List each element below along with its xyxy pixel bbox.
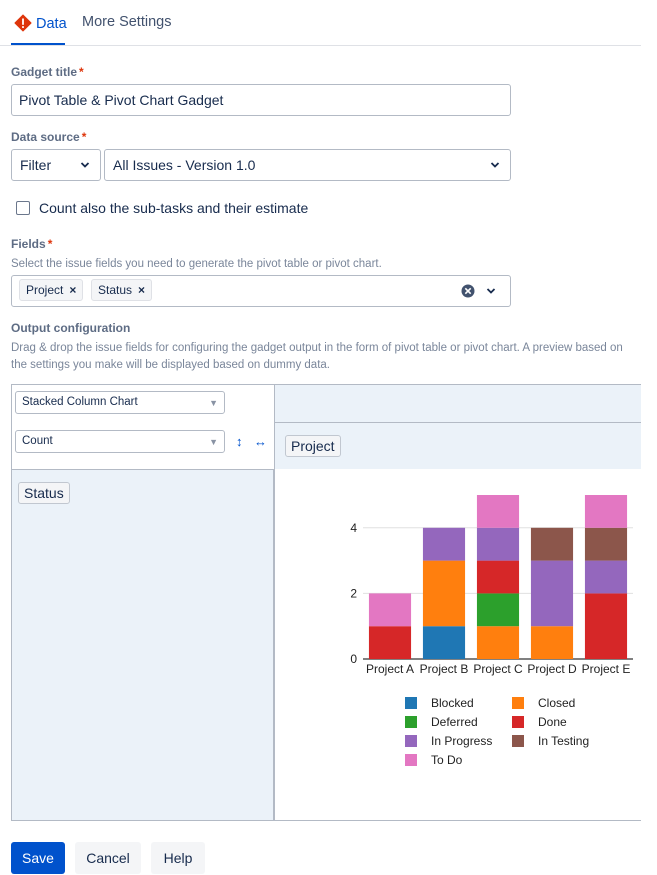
bar-segment bbox=[423, 561, 465, 627]
tab-more-settings[interactable]: More Settings bbox=[82, 14, 172, 30]
bar-segment bbox=[423, 528, 465, 561]
chevron-down-icon bbox=[80, 160, 90, 170]
swap-horizontal-icon[interactable]: ↔ bbox=[254, 434, 267, 449]
bar-segment bbox=[369, 593, 411, 626]
bar-segment bbox=[531, 561, 573, 627]
legend-label: Deferred bbox=[431, 715, 478, 729]
legend-swatch bbox=[512, 735, 524, 747]
subtasks-checkbox-label: Count also the sub-tasks and their estimate bbox=[39, 200, 309, 216]
y-tick-label: 0 bbox=[350, 652, 357, 666]
legend-label: To Do bbox=[431, 753, 463, 767]
fields-multiselect[interactable] bbox=[11, 275, 511, 307]
fields-label: Fields * bbox=[11, 237, 53, 251]
legend-label: Done bbox=[538, 715, 567, 729]
bar-segment bbox=[531, 528, 573, 561]
y-tick-label: 2 bbox=[350, 586, 357, 601]
x-tick-label: Project A bbox=[365, 662, 415, 676]
subtasks-checkbox[interactable] bbox=[16, 201, 30, 215]
legend-label: Blocked bbox=[431, 696, 474, 710]
legend-swatch bbox=[405, 697, 417, 709]
bar-segment bbox=[585, 593, 627, 659]
cancel-button[interactable]: Cancel bbox=[75, 842, 141, 874]
measure-select[interactable]: Count ▼ bbox=[15, 430, 225, 453]
legend-label: Closed bbox=[538, 696, 576, 710]
legend-swatch bbox=[405, 716, 417, 728]
data-source-label: Data source * bbox=[11, 130, 87, 144]
help-button[interactable]: Help bbox=[151, 842, 205, 874]
field-tag-project: Project × bbox=[19, 279, 83, 301]
remove-tag-icon[interactable]: × bbox=[138, 283, 146, 297]
active-tab-indicator bbox=[11, 43, 65, 45]
gadget-title-value: Pivot Table & Pivot Chart Gadget bbox=[19, 92, 224, 108]
stacked-column-chart bbox=[275, 470, 641, 820]
bar-segment bbox=[477, 495, 519, 528]
gadget-title-label: Gadget title * bbox=[11, 65, 84, 79]
gadget-title-input[interactable] bbox=[11, 84, 511, 116]
x-tick-label: Project E bbox=[581, 662, 631, 676]
legend-label: In Testing bbox=[538, 734, 590, 748]
output-config-description: Drag & drop the issue fields for configuring the gadget output in the form of pivot table or pivot chart. A preview based on the settings you make will be displayed based on dummy data. bbox=[11, 342, 623, 371]
bar-segment bbox=[477, 528, 519, 561]
pivot-config-area bbox=[11, 384, 641, 821]
tab-data[interactable] bbox=[14, 14, 67, 32]
chevron-down-icon[interactable] bbox=[486, 286, 496, 296]
bar-segment bbox=[585, 561, 627, 594]
bar-segment bbox=[423, 626, 465, 659]
fields-description: Select the issue fields you need to generate the pivot table or pivot chart. bbox=[11, 258, 382, 270]
tab-bar bbox=[0, 0, 641, 46]
legend-swatch bbox=[405, 735, 417, 747]
x-tick-label: Project B bbox=[419, 662, 469, 676]
field-tag-status: Status × bbox=[91, 279, 152, 301]
legend-label: In Progress bbox=[431, 734, 493, 748]
row-drop-zone[interactable] bbox=[11, 469, 274, 821]
swap-vertical-icon[interactable]: ↕ bbox=[236, 434, 243, 449]
save-button[interactable]: Save bbox=[11, 842, 65, 874]
remove-tag-icon[interactable]: × bbox=[69, 283, 77, 297]
x-tick-label: Project D bbox=[527, 662, 577, 676]
bar-segment bbox=[369, 626, 411, 659]
bar-segment bbox=[531, 626, 573, 659]
legend-swatch bbox=[405, 754, 417, 766]
bar-segment bbox=[477, 561, 519, 594]
triangle-down-icon: ▼ bbox=[209, 437, 218, 447]
tab-data-label: Data bbox=[36, 16, 67, 32]
bar-segment bbox=[585, 495, 627, 528]
y-tick-label: 4 bbox=[350, 520, 357, 535]
data-source-type-select[interactable] bbox=[11, 149, 101, 181]
chart-type-select[interactable]: Stacked Column Chart ▼ bbox=[15, 391, 225, 414]
clear-icon[interactable] bbox=[461, 284, 475, 298]
triangle-down-icon: ▼ bbox=[209, 398, 218, 408]
bar-segment bbox=[585, 528, 627, 561]
data-source-type-value: Filter bbox=[20, 157, 52, 173]
row-field-pill[interactable]: Status bbox=[18, 482, 70, 504]
chevron-down-icon bbox=[490, 160, 500, 170]
data-source-filter-value: All Issues - Version 1.0 bbox=[113, 157, 256, 173]
legend-swatch bbox=[512, 716, 524, 728]
warning-icon bbox=[14, 14, 32, 32]
output-config-label: Output configuration bbox=[11, 321, 131, 335]
data-source-filter-select[interactable] bbox=[104, 149, 511, 181]
legend-swatch bbox=[512, 697, 524, 709]
x-tick-label: Project C bbox=[473, 662, 523, 676]
bar-segment bbox=[477, 593, 519, 626]
column-field-pill[interactable]: Project bbox=[285, 435, 341, 457]
filter-drop-zone[interactable] bbox=[274, 384, 641, 423]
bar-segment bbox=[477, 626, 519, 659]
